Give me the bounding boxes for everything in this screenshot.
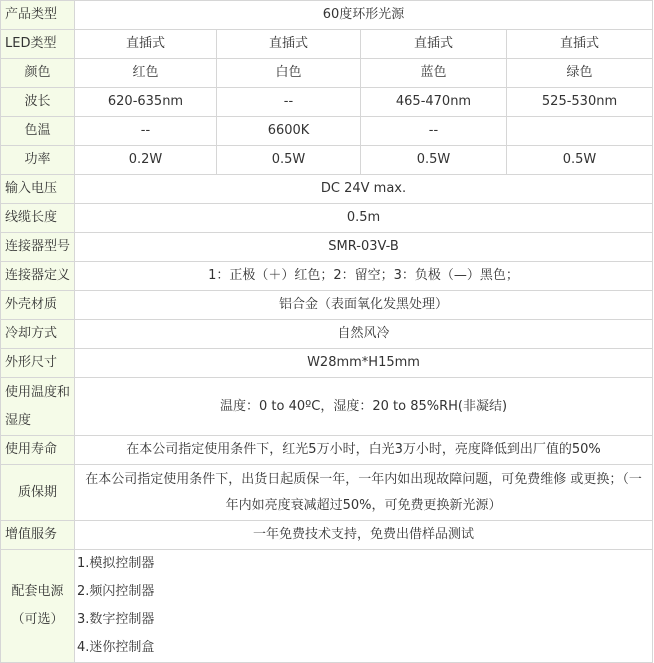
cable-length-label: 线缆长度 (1, 204, 75, 233)
row-value-added (1, 521, 653, 550)
wavelength-white: -- (217, 88, 361, 117)
color-green: 绿色 (507, 59, 653, 88)
row-color (1, 59, 653, 88)
row-environment (1, 378, 653, 436)
environment-value: 温度：0 to 40ºC，湿度：20 to 85%RH(非凝结) (75, 378, 653, 436)
wavelength-blue: 465-470nm (361, 88, 507, 117)
value-added-label: 增值服务 (1, 521, 75, 550)
row-cooling (1, 320, 653, 349)
power-supply-label: 配套电源（可选） (1, 550, 75, 663)
power-supply-item-4: 4.迷你控制盒 (77, 640, 155, 655)
input-voltage-label: 输入电压 (1, 175, 75, 204)
color-blue: 蓝色 (361, 59, 507, 88)
row-product-type (1, 1, 653, 30)
housing-label: 外壳材质 (1, 291, 75, 320)
color-temp-blue: -- (361, 117, 507, 146)
product-type-label: 产品类型 (1, 1, 75, 30)
value-added-value: 一年免费技术支持，免费出借样品测试 (75, 521, 653, 550)
row-led-type (1, 30, 653, 59)
power-blue: 0.5W (361, 146, 507, 175)
power-label: 功率 (1, 146, 75, 175)
warranty-label: 质保期 (1, 465, 75, 521)
wavelength-label: 波长 (1, 88, 75, 117)
wavelength-green: 525-530nm (507, 88, 653, 117)
row-power-supply (1, 550, 653, 663)
cooling-label: 冷却方式 (1, 320, 75, 349)
power-red: 0.2W (75, 146, 217, 175)
dimensions-label: 外形尺寸 (1, 349, 75, 378)
color-temp-label: 色温 (1, 117, 75, 146)
row-wavelength (1, 88, 653, 117)
lifetime-value: 在本公司指定使用条件下，红光5万小时，白光3万小时，亮度降低到出厂值的50% (75, 436, 653, 465)
housing-value: 铝合金（表面氧化发黑处理） (75, 291, 653, 320)
row-housing (1, 291, 653, 320)
row-warranty (1, 465, 653, 521)
wavelength-red: 620-635nm (75, 88, 217, 117)
row-lifetime (1, 436, 653, 465)
led-type-blue: 直插式 (361, 30, 507, 59)
led-type-green: 直插式 (507, 30, 653, 59)
warranty-value: 在本公司指定使用条件下，出货日起质保一年，一年内如出现故障问题，可免费维修 或更换；（一年内如亮度衰减超过50%，可免费更换新光源） (75, 465, 653, 521)
connector-def-label: 连接器定义 (1, 262, 75, 291)
power-supply-item-3: 3.数字控制器 (77, 612, 155, 627)
color-temp-white: 6600K (217, 117, 361, 146)
row-power (1, 146, 653, 175)
power-supply-item-1: 1.模拟控制器 (77, 556, 155, 571)
color-red: 红色 (75, 59, 217, 88)
input-voltage-value: DC 24V max. (75, 175, 653, 204)
power-supply-list (75, 550, 653, 663)
color-temp-green (507, 117, 653, 146)
color-white: 白色 (217, 59, 361, 88)
led-type-white: 直插式 (217, 30, 361, 59)
led-type-label: LED类型 (1, 30, 75, 59)
row-cable-length (1, 204, 653, 233)
color-temp-red: -- (75, 117, 217, 146)
power-white: 0.5W (217, 146, 361, 175)
product-type-value: 60度环形光源 (75, 1, 653, 30)
cooling-value: 自然风冷 (75, 320, 653, 349)
cable-length-value: 0.5m (75, 204, 653, 233)
environment-label: 使用温度和湿度 (1, 378, 75, 436)
dimensions-value: W28mm*H15mm (75, 349, 653, 378)
row-connector-model (1, 233, 653, 262)
power-supply-item-2: 2.频闪控制器 (77, 584, 155, 599)
lifetime-label: 使用寿命 (1, 436, 75, 465)
row-input-voltage (1, 175, 653, 204)
row-connector-def (1, 262, 653, 291)
power-green: 0.5W (507, 146, 653, 175)
connector-def-value: 1：正极（＋）红色；2：留空；3：负极（—）黑色； (75, 262, 653, 291)
connector-model-label: 连接器型号 (1, 233, 75, 262)
led-type-red: 直插式 (75, 30, 217, 59)
row-color-temp (1, 117, 653, 146)
row-dimensions (1, 349, 653, 378)
connector-model-value: SMR-03V-B (75, 233, 653, 262)
color-label: 颜色 (1, 59, 75, 88)
